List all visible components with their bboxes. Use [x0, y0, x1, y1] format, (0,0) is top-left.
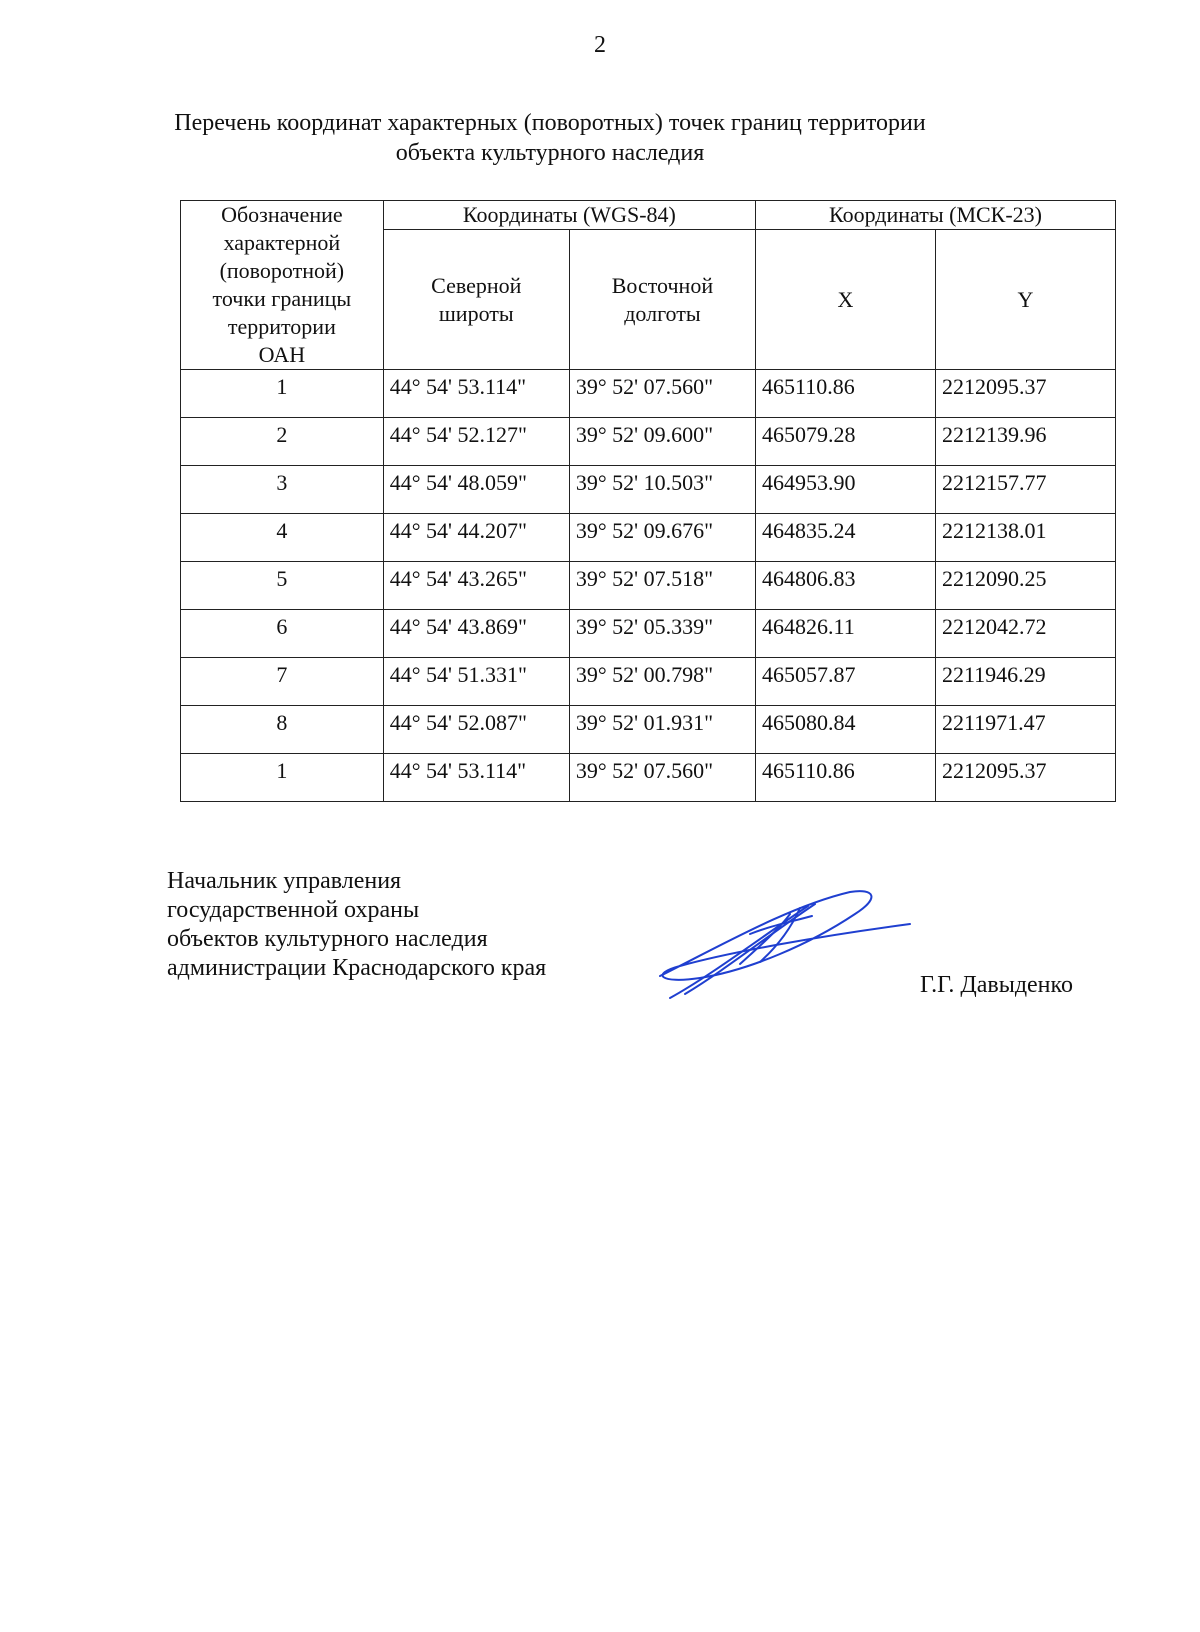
signatory-position-line: Начальник управления	[167, 868, 402, 894]
cell-y: 2211946.29	[935, 658, 1115, 706]
cell-longitude: 39° 52' 07.560"	[569, 370, 755, 418]
cell-y: 2212157.77	[935, 466, 1115, 514]
cell-x: 464806.83	[756, 562, 936, 610]
cell-longitude: 39° 52' 05.339"	[569, 610, 755, 658]
header-latitude-line: Северной	[431, 272, 522, 298]
cell-latitude: 44° 54' 53.114"	[383, 370, 569, 418]
cell-longitude: 39° 52' 10.503"	[569, 466, 755, 514]
cell-x: 465057.87	[756, 658, 936, 706]
coordinates-table	[180, 200, 1116, 802]
header-designation-line: Обозначение	[221, 202, 343, 227]
header-longitude-line: долготы	[624, 300, 701, 326]
header-latitude	[383, 230, 569, 370]
cell-x: 465080.84	[756, 706, 936, 754]
header-latitude-line: широты	[438, 300, 514, 326]
cell-latitude: 44° 54' 52.127"	[383, 418, 569, 466]
handwritten-signature	[640, 886, 920, 1006]
header-longitude	[569, 230, 755, 370]
signatory-position	[167, 867, 546, 983]
header-designation-line: территории	[227, 314, 336, 339]
header-designation-line: точки границы	[212, 286, 352, 311]
cell-latitude: 44° 54' 48.059"	[383, 466, 569, 514]
cell-latitude: 44° 54' 52.087"	[383, 706, 569, 754]
header-y: Y	[935, 230, 1115, 370]
cell-latitude: 44° 54' 44.207"	[383, 514, 569, 562]
signatory-position-line: государственной охраны	[167, 897, 420, 923]
header-designation-line: ОАН	[258, 342, 306, 367]
table-row	[181, 562, 1116, 610]
header-designation-line: (поворотной)	[219, 258, 345, 283]
cell-longitude: 39° 52' 00.798"	[569, 658, 755, 706]
cell-x: 464953.90	[756, 466, 936, 514]
cell-point: 8	[181, 706, 384, 754]
table-row	[181, 418, 1116, 466]
header-designation-line: характерной	[223, 230, 341, 255]
header-group-msk23: Координаты (МСК-23)	[756, 201, 1116, 230]
header-x: X	[756, 230, 936, 370]
title-line-1: Перечень координат характерных (поворотных) точек границ территории	[174, 110, 926, 136]
cell-x: 465110.86	[756, 754, 936, 802]
header-group-wgs84: Координаты (WGS-84)	[383, 201, 755, 230]
cell-y: 2212138.01	[935, 514, 1115, 562]
cell-longitude: 39° 52' 01.931"	[569, 706, 755, 754]
table-row	[181, 706, 1116, 754]
cell-x: 465110.86	[756, 370, 936, 418]
cell-y: 2212090.25	[935, 562, 1115, 610]
cell-y: 2212139.96	[935, 418, 1115, 466]
table-row	[181, 514, 1116, 562]
cell-y: 2212095.37	[935, 754, 1115, 802]
cell-point: 1	[181, 754, 384, 802]
cell-point: 3	[181, 466, 384, 514]
cell-latitude: 44° 54' 43.869"	[383, 610, 569, 658]
cell-latitude: 44° 54' 51.331"	[383, 658, 569, 706]
cell-point: 1	[181, 370, 384, 418]
cell-point: 4	[181, 514, 384, 562]
table-row	[181, 610, 1116, 658]
signatory-position-line: объектов культурного наследия	[167, 926, 488, 952]
document-title	[150, 108, 950, 168]
cell-x: 464826.11	[756, 610, 936, 658]
cell-y: 2212095.37	[935, 370, 1115, 418]
cell-longitude: 39° 52' 09.676"	[569, 514, 755, 562]
cell-point: 5	[181, 562, 384, 610]
cell-y: 2211971.47	[935, 706, 1115, 754]
signatory-position-line: администрации Краснодарского края	[167, 955, 547, 981]
cell-longitude: 39° 52' 07.560"	[569, 754, 755, 802]
cell-point: 7	[181, 658, 384, 706]
cell-point: 2	[181, 418, 384, 466]
header-point-designation	[181, 201, 384, 370]
cell-point: 6	[181, 610, 384, 658]
page-number: 2	[594, 32, 606, 58]
header-longitude-line: Восточной	[611, 272, 714, 298]
cell-longitude: 39° 52' 07.518"	[569, 562, 755, 610]
cell-latitude: 44° 54' 43.265"	[383, 562, 569, 610]
title-line-2: объекта культурного наследия	[395, 140, 705, 166]
cell-longitude: 39° 52' 09.600"	[569, 418, 755, 466]
table-row	[181, 658, 1116, 706]
cell-x: 465079.28	[756, 418, 936, 466]
table-row	[181, 466, 1116, 514]
cell-latitude: 44° 54' 53.114"	[383, 754, 569, 802]
signer-name: Г.Г. Давыденко	[920, 972, 1073, 998]
cell-y: 2212042.72	[935, 610, 1115, 658]
table-row	[181, 754, 1116, 802]
cell-x: 464835.24	[756, 514, 936, 562]
table-row	[181, 370, 1116, 418]
